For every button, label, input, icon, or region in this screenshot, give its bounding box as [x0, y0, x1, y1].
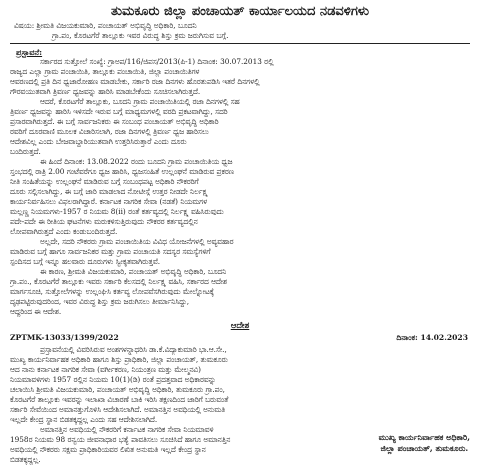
preamble-paragraph	[10, 97, 470, 157]
header-divider	[10, 43, 470, 44]
order-date: ದಿನಾಂಕ: 14.02.2023	[396, 333, 468, 342]
text-line: ಮಲ್ಲಣ್ಣ ನಿಯಮಗಳು-1957 ರ ನಿಯಮ 8(ii) ರಂತೆ ಕರ್ತವ್ಯದಲ್ಲಿ ನಿರ್ಲಕ್ಷ್ಯ ವಹಿಸಿರುವುದು	[10, 207, 224, 216]
signature-office: ಜಿಲ್ಲಾ ಪಂಚಾಯತ್, ತುಮಕೂರು.	[380, 443, 469, 453]
text-line: ಗ್ರಾ.ಪಂ., ಕೊರಟಗೆರೆ ತಾಲ್ಲೂಕು ಇವರು ಸರ್ಕಾರಿ ಕೆಲಸದಲ್ಲಿ ನಿರ್ಲಕ್ಷ್ಯ ವಹಿಸಿ, ಸರ್ಕಾರದ ಆದೇಶ	[10, 277, 227, 286]
text-line: ಚಲಾಯಿಸಿ ಶ್ರೀಮತಿ ವಿಜಯಕುಮಾರಿ, ಪಂಚಾಯತ್ ಅಭಿವೃದ್ಧಿ ಅಧಿಕಾರಿ, ತುಮಕೂರು ಗ್ರಾ.ಪಂ,	[10, 385, 225, 394]
document-title: ತುಮಕೂರು ಜಿಲ್ಲಾ ಪಂಚಾಯತ್ ಕಾರ್ಯಾಲಯದ ನಡವಳಿಗಳು	[110, 4, 370, 19]
text-line: ಬಂದಿರುತ್ತದೆ.	[10, 147, 41, 156]
text-line: ಮುಖ್ಯ ಕಾರ್ಯನಿರ್ವಾಹಕ ಅಧಿಕಾರಿ ಹಾಗೂ ಶಿಸ್ತು ಪ್ರಾಧಿಕಾರಿ, ಜಿಲ್ಲಾ ಪಂಚಾಯತ್, ತುಮಕೂರು	[10, 355, 228, 364]
preamble-heading: ಪ್ರಸ್ತಾವನೆ:	[16, 47, 43, 57]
preamble-paragraph	[10, 267, 470, 317]
text-line: ಆದ್ದರಿಂದ ಈ ಆದೇಶ.	[10, 307, 62, 316]
subject-line-1: ವಿಷಯ: ಶ್ರೀಮತಿ ವಿಜಯಕುಮಾರಿ, ಪಂಚಾಯತ್ ಅಭಿವೃದ್ಧಿ ಅಧಿಕಾರಿ, ಬೂದನಿ	[14, 21, 197, 30]
text-line: ಪದೇ-ಪದೇ ಈ ರೀತಿಯ ಘಟನೆಗಳು ಮರುಕಳಿಸುತ್ತಿರುವುದು ನೌಕರರ ಕರ್ತವ್ಯದಲ್ಲಿನ	[10, 217, 198, 226]
text-line: ಸರ್ಕಾರದ ಸುತ್ತೋಲೆ ಸಂಖ್ಯೆ: ಗ್ರಾಅಪ/116/ಜಿಪಸ/2013(ಪಿ-1) ದಿನಾಂಕ: 30.07.2013 ರಲ್ಲಿ	[40, 57, 274, 66]
text-line: ಸ್ಪಂದಿಸದ ಬಗ್ಗೆ ಇನ್ನೂ ಹಲವಾರು ದೂರುಗಳು ಸ್ವೀಕೃತವಾಗಿರುತ್ತವೆ.	[10, 257, 161, 266]
preamble-body	[10, 57, 470, 317]
order-reference-row	[10, 333, 468, 343]
text-line: ಸ್ತಂಭದಲ್ಲಿ ರಾತ್ರಿ 2.00 ಗಂಟೆವರೆಗೂ ಧ್ವಜ ಹಾರಿಸಿ, ಧ್ವಜಸಂಹಿತೆ ಉಲ್ಲಂಘನೆ ಮಾಡಿರುವ ಪ್ರಕರಣ	[10, 167, 234, 176]
subject-block	[14, 21, 470, 41]
text-line: ರಾಜ್ಯದ ಎಲ್ಲಾ ಗ್ರಾಮ ಪಂಚಾಯಿತಿ, ತಾಲ್ಲೂಕು ಪಂಚಾಯಿತಿ, ಜಿಲ್ಲಾ ಪಂಚಾಯಿತಿಗಳ	[10, 67, 200, 76]
text-line: ಆದರೆ, ಕೊರಟಗೆರೆ ತಾಲ್ಲೂಕು, ಬೂದನಿ ಗ್ರಾಮ ಪಂಚಾಯಿತಿಯಲ್ಲಿ ರಜಾ ದಿನಗಳಲ್ಲಿ ಸಹ	[40, 97, 240, 106]
preamble-paragraph	[10, 157, 470, 237]
text-line: ಕಾರ್ಯನಿರ್ವಹಿಸಲು ವಿಫಲರಾಗಿದ್ದಾರೆ. ಕರ್ನಾಟಕ ನಾಗರಿಕ ಸೇವಾ (ನಡತೆ) ನಿಯಮಗಳ	[10, 197, 208, 206]
preamble-paragraph	[10, 57, 470, 97]
text-line: ಅಮಾನತ್ತಿನ ಅವಧಿಯಲ್ಲಿ ನೌಕರರಿಗೆ ಕರ್ನಾಟಕ ನಾಗರಿಕ ಸೇವಾ ನಿಯಮಾವಳಿ	[40, 425, 214, 434]
order-heading: ಆದೇಶ	[230, 321, 250, 331]
text-line: ಸರ್ಕಾರಿ ಸೇವೆಯಿಂದ ಅಮಾನತ್ತುಗೊಳಿಸಿ ಆದೇಶಿಸಲಾಗಿದೆ. ಅಮಾನತ್ತಿನ ಅವಧಿಯಲ್ಲಿ ಅನುಮತಿ	[10, 405, 226, 414]
text-line: ರವರಿಗೆ ದೂರವಾಣಿ ಮೂಲಕ ವಿಚಾರಿಸಲಾಗಿ, ರಜಾ ದಿನಗಳಲ್ಲಿ ತ್ರಿವರ್ಣ ಧ್ವಜ ಹಾರಿಸಲು	[10, 127, 209, 136]
text-line: ನಿಯಮಾವಳಿಗಳು 1957 ರಲ್ಲಿನ ನಿಯಮ 10(1)(ಡಿ) ರಂತೆ ಪ್ರದತ್ತವಾದ ಅಧಿಕಾರವನ್ನು	[10, 375, 216, 384]
text-line: ಇಲ್ಲದೇ ಕೇಂದ್ರ ಸ್ಥಾನ ಬಿಡತಕ್ಕದ್ದಲ್ಲ ಎಂದು ಸಹ ಆದೇಶಿಸಲಾಗಿದೆ.	[10, 415, 158, 424]
order-number: ZPTMK-13033/1399/2022	[10, 333, 119, 342]
text-line: ಆದೇಶವಿಲ್ಲ ಎಂದು ಬೇಜವಾಬ್ದಾರಿಯುತವಾಗಿ ಉತ್ತರಿಸಿರುತ್ತಾರೆ ಎಂದು ದೂರು	[10, 137, 187, 146]
text-line: ತ್ರಿವರ್ಣ ಧ್ವಜವನ್ನು ಹಾರಿಸಿ ಇಳಿಸದೇ ಇರುವ ಬಗ್ಗೆ ಮಾಧ್ಯಮಗಳಲ್ಲಿ ವರದಿ ಪ್ರಕಟವಾಗಿದ್ದು, ಸದರಿ	[10, 107, 228, 116]
subject-line-2: ಗ್ರಾ.ಪಂ, ಕೊರಟಗೆರೆ ತಾಲ್ಲೂಕು ಇವರ ವಿರುದ್ಧ ಶಿಸ್ತು ಕ್ರಮ ಜರುಗಿಸುವ ಬಗ್ಗೆ.	[52, 31, 229, 40]
text-line: ಲೋಪವಾಗಿರುತ್ತದೆ ಎಂದು ಕಂಡುಬಂದಿರುತ್ತದೆ.	[10, 227, 118, 236]
text-line: ಬಿಡತಕ್ಕದ್ದಲ್ಲ.	[10, 455, 41, 464]
text-line: ಗೌರವಯುತವಾಗಿ ತ್ರಿವರ್ಣ ಧ್ವಜವನ್ನು ಹಾರಿಸಿ ಮಾಡಬೇಕೆಂದು ಸೂಚಿಸಲಾಗಿರುತ್ತದೆ.	[10, 87, 201, 96]
text-line: ಈ ಹಿಂದೆ ದಿನಾಂಕ: 13.08.2022 ರಂದು ಬೂದನಿ ಗ್ರಾಮ ಪಂಚಾಯಿತಿಯ ಧ್ವಜ	[40, 157, 233, 166]
signature-block	[379, 432, 470, 454]
text-line: ನೀತಿ ಸಂಹಿತೆಯನ್ನು ಉಲ್ಲಂಘನೆ ಮಾಡಿರುವ ಬಗ್ಗೆ ಸಂಬಂಧಪಟ್ಟ ಅಧಿಕಾರಿ ನೌಕರರಿಗೆ	[10, 177, 199, 186]
text-line: ಮಾರ್ಗಸೂಚಿ, ಸುತ್ತೋಲೆಗಳನ್ನು ಉಲ್ಲಂಘಿಸಿ ಕರ್ತವ್ಯ ಲೋಪವೆಸಗಿರುವುದು ಮೇಲ್ನೋಟಕ್ಕೆ	[10, 287, 215, 296]
text-line: ಆವರಣದಲ್ಲಿ ಪ್ರತಿ ದಿನ ಧ್ವಜಾರೋಹಣ ಮಾಡಬೇಕು, ಸರ್ಕಾರಿ ರಜಾ ದಿನಗಳು ಹೊರತುಪಡಿಸಿ ಇತರೆ ದಿನಗಳಲ್ಲಿ	[10, 77, 260, 86]
text-line: ಪ್ರಸಾರವಾಗಿರುತ್ತದೆ. ಈ ಬಗ್ಗೆ ಸಾರ್ವಜನಿಕರು ಈ ಸಂಬಂಧ ಪಂಚಾಯತ್ ಅಭಿವೃದ್ಧಿ ಅಧಿಕಾರಿ	[10, 117, 219, 126]
text-line: ಅಲ್ಲದೇ, ಸದರಿ ನೌಕರರು ಗ್ರಾಮ ಪಂಚಾಯಿತಿಯ ವಿವಿಧ ಯೋಜನೆಗಳಲ್ಲಿ ಅವ್ಯವಹಾರ	[40, 237, 234, 246]
text-line: ದೃಢಪಟ್ಟಿರುವುದರಿಂದ, ಇವರ ವಿರುದ್ಧ ಶಿಸ್ತು ಕ್ರಮ ಜರುಗಿಸಲು ತೀರ್ಮಾನಿಸಿದ್ದು,	[10, 297, 190, 306]
text-line: ದೂರು ಸಲ್ಲಿಸಲಾಗಿದ್ದು, ಈ ಬಗ್ಗೆ ಜಾರಿ ಮಾಡಲಾದ ನೋಟೀಸ್ಗೆ ಉತ್ತರ ನೀಡದೇ ನಿರ್ಲಕ್ಷ್ಯ	[10, 187, 208, 196]
text-line: 1958ರ ನಿಯಮ 98 ರನ್ವಯ ಜೀವನಾಧಾರ ಭತ್ಯೆ ಪಾವತಿಸಲು ಸೂಚಿಸಿದೆ ಹಾಗೂ ಅಮಾನತ್ತಿನ	[10, 435, 231, 444]
text-line: ಅವಧಿಯಲ್ಲಿ ನೌಕರರು ಸಕ್ಷಮ ಪ್ರಾಧಿಕಾರಿಯವರ ಲಿಖಿತ ಅನುಮತಿ ಇಲ್ಲದೆ ಕೇಂದ್ರ ಸ್ಥಾನ	[10, 445, 206, 454]
text-line: ಮಾಡಿರುವ ಬಗ್ಗೆ ಹಾಗೂ ಸಾರ್ವಜನಿಕರ ಮತ್ತು ಗ್ರಾಮ ಪಂಚಾಯತಿ ಸದಸ್ಯರ ಸಮಸ್ಯೆಗಳಿಗೆ	[10, 247, 211, 256]
preamble-paragraph	[10, 237, 470, 267]
text-line: ಪ್ರಸ್ತಾವನೆಯಲ್ಲಿ ವಿವರಿಸಿರುವ ಅಂಶಗಳನ್ನಾಧರಿಸಿ ಡಾ.ಕೆ.ವಿದ್ಯಾಕುಮಾರಿ ಭಾ.ಆ.ಸೇ.,	[40, 345, 227, 354]
text-line: ಕೊರಟಗೆರೆ ತಾಲ್ಲೂಕು ಇವರನ್ನು ಇಲಾಖಾ ವಿಚಾರಣೆ ಬಾಕಿ ಇರಿಸಿ ತಕ್ಷಣದಿಂದ ಜಾರಿಗೆ ಬರುವಂತೆ	[10, 395, 229, 404]
text-line: ಆದ ನಾನು ಕರ್ನಾಟಕ ನಾಗರಿಕ ಸೇವಾ (ವರ್ಗೀಕರಣ, ನಿಯಂತ್ರಣ ಮತ್ತು ಮೇಲ್ಮನವಿ)	[10, 365, 201, 374]
signature-designation: ಮುಖ್ಯ ಕಾರ್ಯನಿರ್ವಾಹಕ ಅಧಿಕಾರಿ,	[378, 432, 470, 442]
order-paragraph	[10, 345, 470, 425]
text-line: ಈ ಕಾರಣ, ಶ್ರೀಮತಿ ವಿಜಯಕುಮಾರಿ, ಪಂಚಾಯತ್ ಅಭಿವೃದ್ಧಿ ಅಧಿಕಾರಿ, ಬೂದನಿ	[40, 267, 227, 276]
